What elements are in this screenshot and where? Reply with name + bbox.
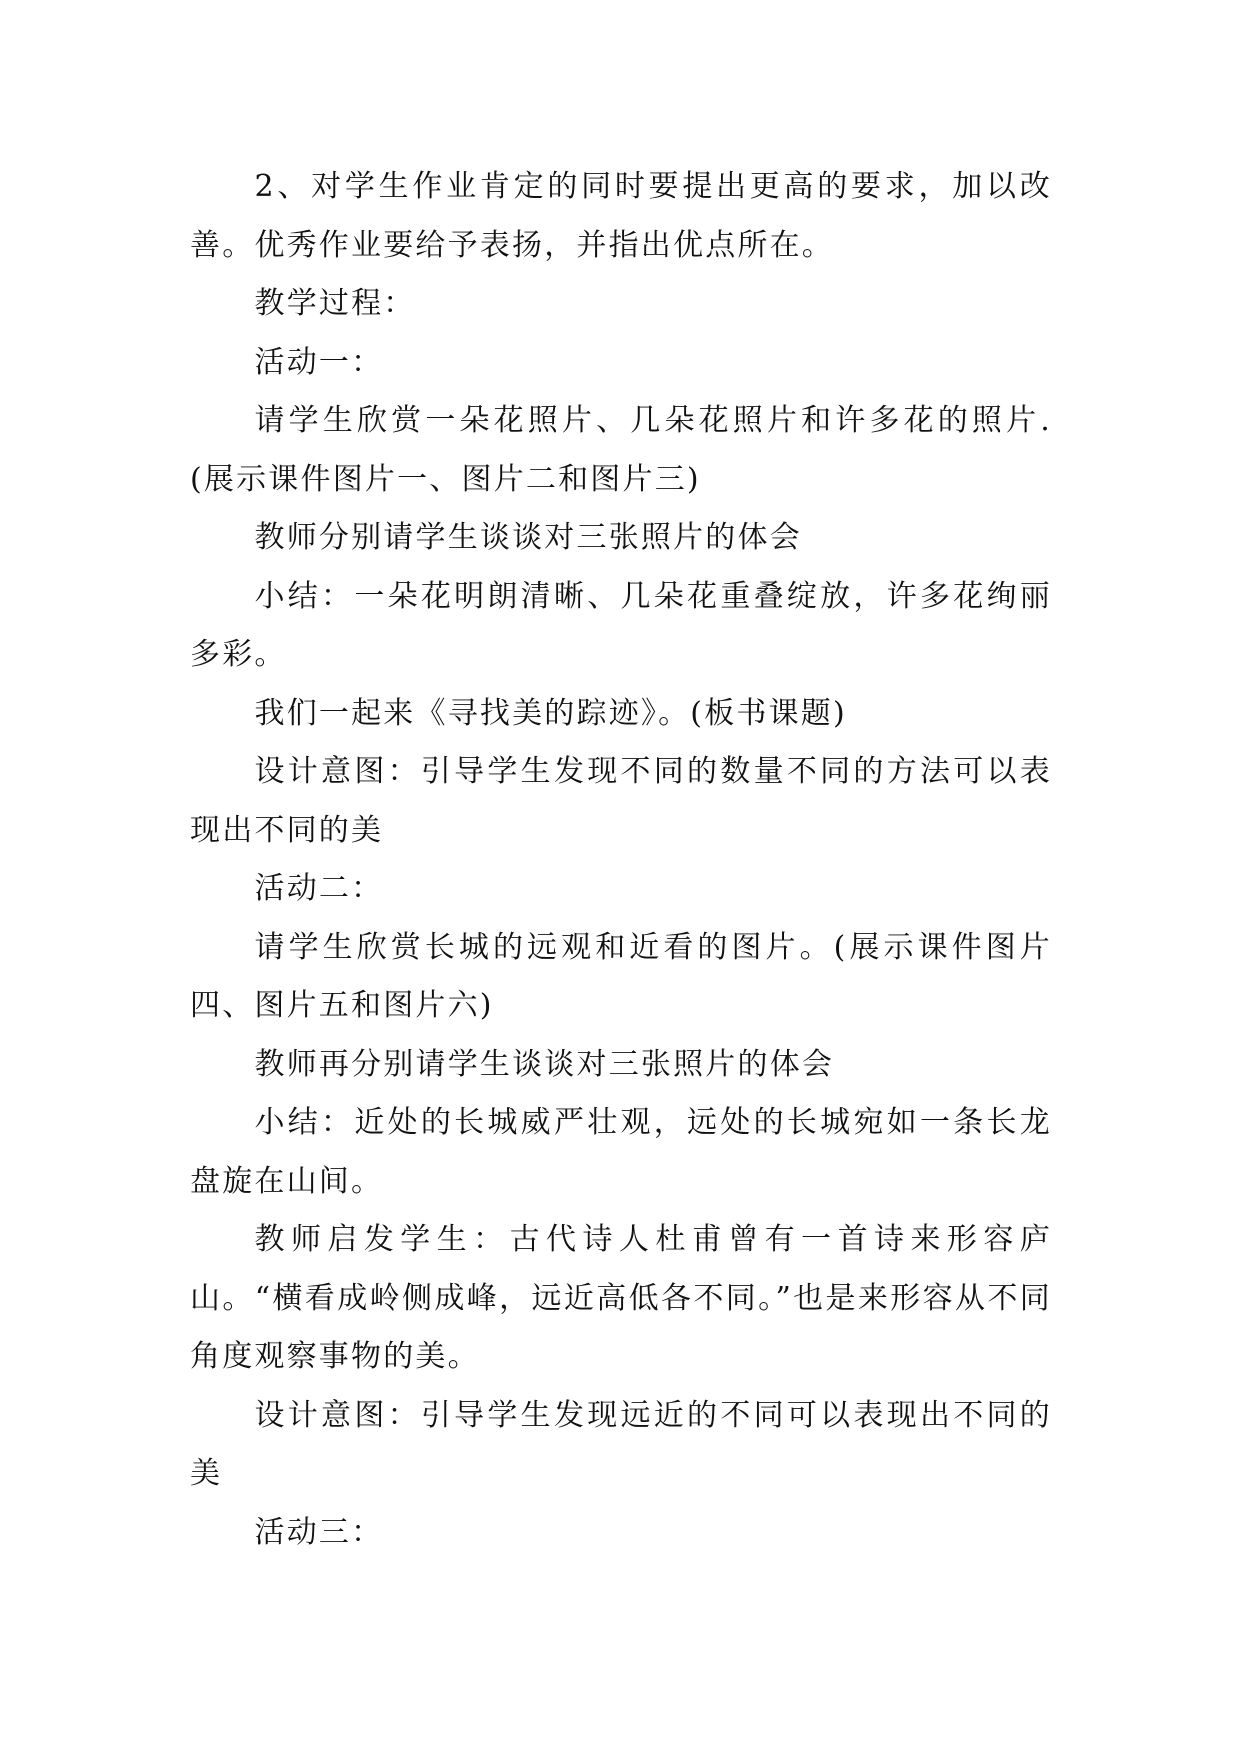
paragraph-summary-two: 小结：近处的长城威严壮观，远处的长城宛如一条长龙盘旋在山间。 (190, 1105, 1052, 1199)
paragraph-design-intent-two: 设计意图：引导学生发现远近的不同可以表现出不同的美 (190, 1397, 1052, 1491)
paragraph-homework-requirement: 2、对学生作业肯定的同时要提出更高的要求，加以改善。优秀作业要给予表扬，并指出优点所在。 (190, 169, 1052, 263)
paragraph-teacher-asks-one: 教师分别请学生谈谈对三张照片的体会 (254, 520, 802, 555)
paragraph-teaching-process-heading: 教学过程： (254, 286, 416, 321)
paragraph-flower-photos: 请学生欣赏一朵花照片、几朵花照片和许多花的照片.(展示课件图片一、图片二和图片三) (190, 403, 1052, 497)
paragraph-design-intent-one: 设计意图：引导学生发现不同的数量不同的方法可以表现出不同的美 (190, 754, 1052, 848)
paragraph-poem-inspiration: 教师启发学生：古代诗人杜甫曾有一首诗来形容庐山。“横看成岭侧成峰，远近高低各不同。”也是来形容从不同角度观察事物的美。 (190, 1222, 1052, 1374)
paragraph-activity-two-heading: 活动二： (254, 871, 384, 906)
paragraph-activity-three-heading: 活动三： (254, 1514, 384, 1550)
paragraph-activity-one-heading: 活动一： (254, 344, 384, 380)
paragraph-teacher-asks-two: 教师再分别请学生谈谈对三张照片的体会 (254, 1046, 835, 1082)
paragraph-great-wall-photos: 请学生欣赏长城的远观和近看的图片。(展示课件图片四、图片五和图片六) (190, 929, 1052, 1023)
document-page (190, 158, 1052, 1562)
paragraph-summary-one: 小结：一朵花明朗清晰、几朵花重叠绽放，许多花绚丽多彩。 (190, 578, 1052, 672)
paragraph-lesson-title: 我们一起来《寻找美的踪迹》。(板书课题) (254, 695, 847, 731)
